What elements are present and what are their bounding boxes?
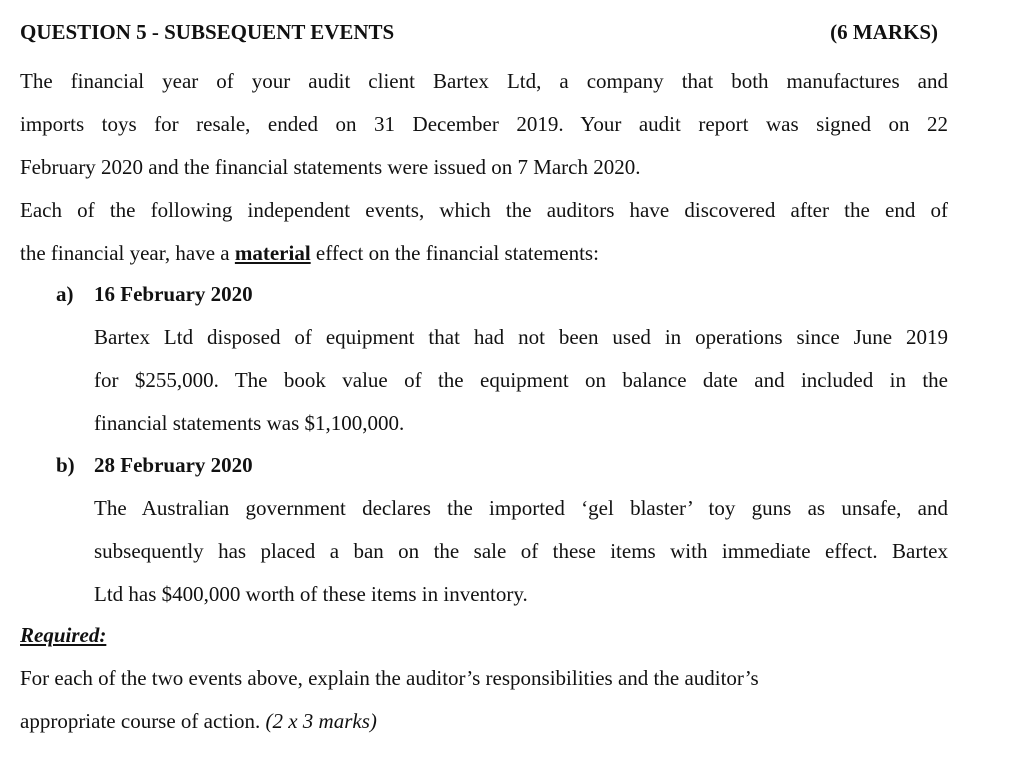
item-a-line: financial statements was $1,100,000. — [94, 411, 405, 435]
item-b-date: 28 February 2020 — [94, 453, 253, 477]
required-marks-note: (2 x 3 marks) — [265, 709, 377, 733]
item-b-line: subsequently has placed a ban on the sale of these items with immediate effect. Bartex — [94, 539, 948, 563]
intro-line: imports toys for resale, ended on 31 December 2019. Your audit report was signed on 22 — [20, 112, 948, 136]
material-keyword: material — [234, 241, 311, 265]
item-b-line: The Australian government declares the imported ‘gel blaster’ toy guns as unsafe, and — [94, 496, 948, 520]
item-a-body — [94, 316, 948, 445]
intro-line: February 2020 and the financial statements were issued on 7 March 2020. — [20, 155, 641, 179]
required-text: appropriate course of action. — [20, 709, 266, 733]
intro-paragraph — [20, 60, 948, 189]
question-header — [20, 20, 938, 48]
item-a-line: Bartex Ltd disposed of equipment that had not been used in operations since June 2019 — [94, 325, 948, 349]
intro-line: The financial year of your audit client Bartex Ltd, a company that both manufactures and — [20, 69, 948, 93]
events-intro-paragraph — [20, 189, 948, 275]
events-intro-line: Each of the following independent events, which the auditors have discovered after the end of — [20, 198, 948, 222]
item-a-line: for $255,000. The book value of the equipment on balance date and included in the — [94, 368, 948, 392]
item-a-letter: a) — [56, 282, 74, 306]
events-intro-line — [20, 232, 948, 275]
item-a-date: 16 February 2020 — [94, 282, 253, 306]
required-paragraph — [20, 657, 920, 743]
events-intro-text: effect on the financial statements: — [310, 241, 599, 265]
item-b-line: Ltd has $400,000 worth of these items in inventory. — [94, 582, 528, 606]
question-title: QUESTION 5 - SUBSEQUENT EVENTS — [20, 20, 395, 44]
item-b-letter: b) — [56, 453, 75, 477]
item-b-body — [94, 487, 948, 616]
events-intro-text: the financial year, have a — [20, 241, 235, 265]
required-line — [20, 700, 920, 743]
required-line: For each of the two events above, explain the auditor’s responsibilities and the auditor’s — [20, 666, 759, 690]
required-label: Required: — [20, 623, 107, 647]
question-marks: (6 MARKS) — [830, 20, 938, 44]
